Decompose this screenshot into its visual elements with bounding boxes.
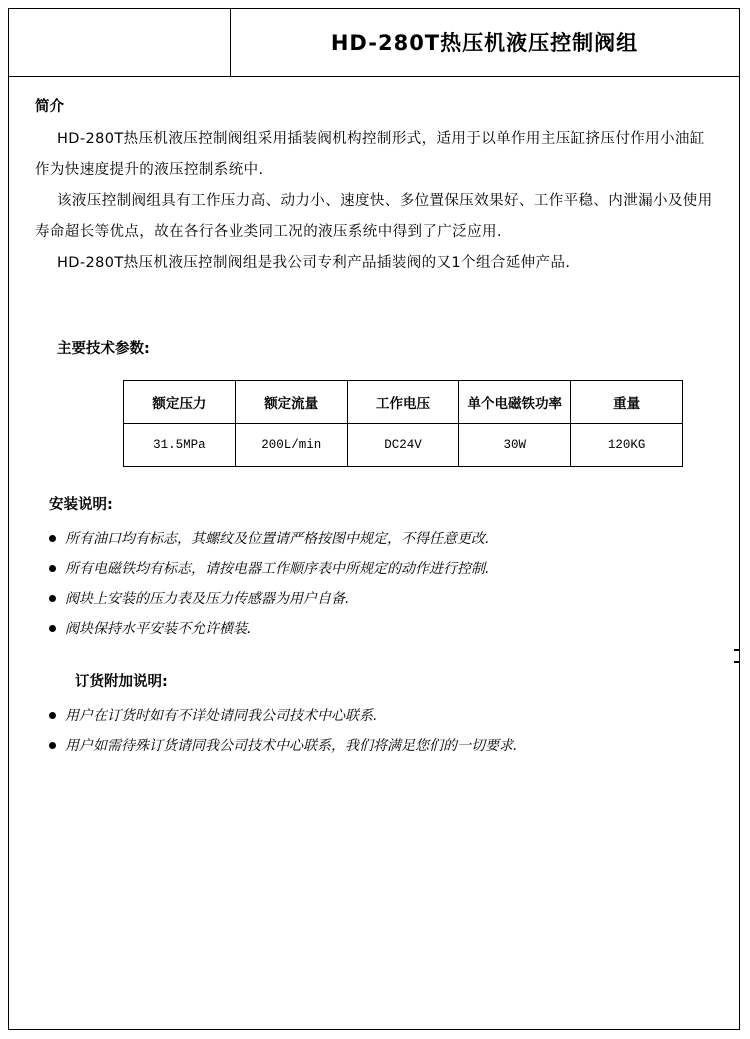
- table-header-cell: 单个电磁铁功率: [459, 381, 571, 424]
- bullet-icon: [49, 625, 56, 632]
- spacer: [35, 467, 713, 493]
- list-item: [49, 701, 713, 731]
- intro-paragraph: HD-280T热压机液压控制阀组采用插装阀机构控制形式，适用于以单作用主压缸挤压付作用小油缸作为快速度提升的液压控制系统中.: [35, 131, 705, 178]
- spacer: [35, 279, 713, 337]
- table-cell: 120KG: [571, 424, 683, 467]
- bullet-icon: [49, 565, 56, 572]
- bullet-icon: [49, 712, 56, 719]
- title-band: [9, 9, 739, 77]
- list-item: [49, 614, 713, 644]
- list-item-label: 所有电磁铁均有标志，请按电器工作顺序表中所规定的动作进行控制.: [65, 561, 490, 577]
- list-item: [49, 584, 713, 614]
- list-item: [49, 731, 713, 761]
- params-heading: 主要技术参数:: [57, 341, 150, 357]
- spacer: [35, 644, 713, 670]
- table-header-cell: 工作电压: [347, 381, 459, 424]
- order-list: [35, 701, 713, 761]
- table-row: [124, 424, 683, 467]
- list-item-label: 阀块上安装的压力表及压力传感器为用户自备.: [65, 591, 350, 607]
- table-cell: 31.5MPa: [124, 424, 236, 467]
- spec-table: [123, 380, 683, 467]
- bullet-icon: [49, 742, 56, 749]
- list-item: [49, 524, 713, 554]
- table-header-cell: 重量: [571, 381, 683, 424]
- bullet-icon: [49, 535, 56, 542]
- table-cell: DC24V: [347, 424, 459, 467]
- page-title: HD-280T热压机液压控制阀组: [330, 31, 639, 55]
- edge-tick-mark: [734, 649, 739, 651]
- bullet-icon: [49, 595, 56, 602]
- install-list: [35, 524, 713, 644]
- table-header-row: [124, 381, 683, 424]
- list-item-label: 用户如需待殊订货请同我公司技术中心联系，我们将满足您们的一切要求.: [65, 738, 518, 754]
- table-cell: 200L/min: [235, 424, 347, 467]
- page-sheet: [8, 8, 740, 1030]
- list-item: [49, 554, 713, 584]
- list-item-label: 阀块保持水平安装不允许横装.: [65, 621, 252, 637]
- list-item-label: 所有油口均有标志，其螺纹及位置请严格按图中规定，不得任意更改.: [65, 531, 490, 547]
- order-heading: 订货附加说明:: [75, 674, 168, 690]
- intro-paragraph: HD-280T热压机液压控制阀组是我公司专利产品插装阀的又1个组合延伸产品.: [57, 255, 571, 271]
- table-header-cell: 额定压力: [124, 381, 236, 424]
- edge-tick-mark: [734, 661, 739, 663]
- intro-paragraph: 该液压控制阀组具有工作压力高、动力小、速度快、多位置保压效果好、工作平稳、内泄漏小及使用寿命超长等优点，故在各行各业类同工况的液压系统中得到了广泛应用.: [35, 193, 713, 240]
- document-body: [9, 77, 739, 761]
- table-header-cell: 额定流量: [235, 381, 347, 424]
- install-heading: 安装说明:: [49, 497, 113, 513]
- list-item-label: 用户在订货时如有不详处请同我公司技术中心联系.: [65, 708, 378, 724]
- intro-heading: 简介: [35, 99, 64, 115]
- table-cell: 30W: [459, 424, 571, 467]
